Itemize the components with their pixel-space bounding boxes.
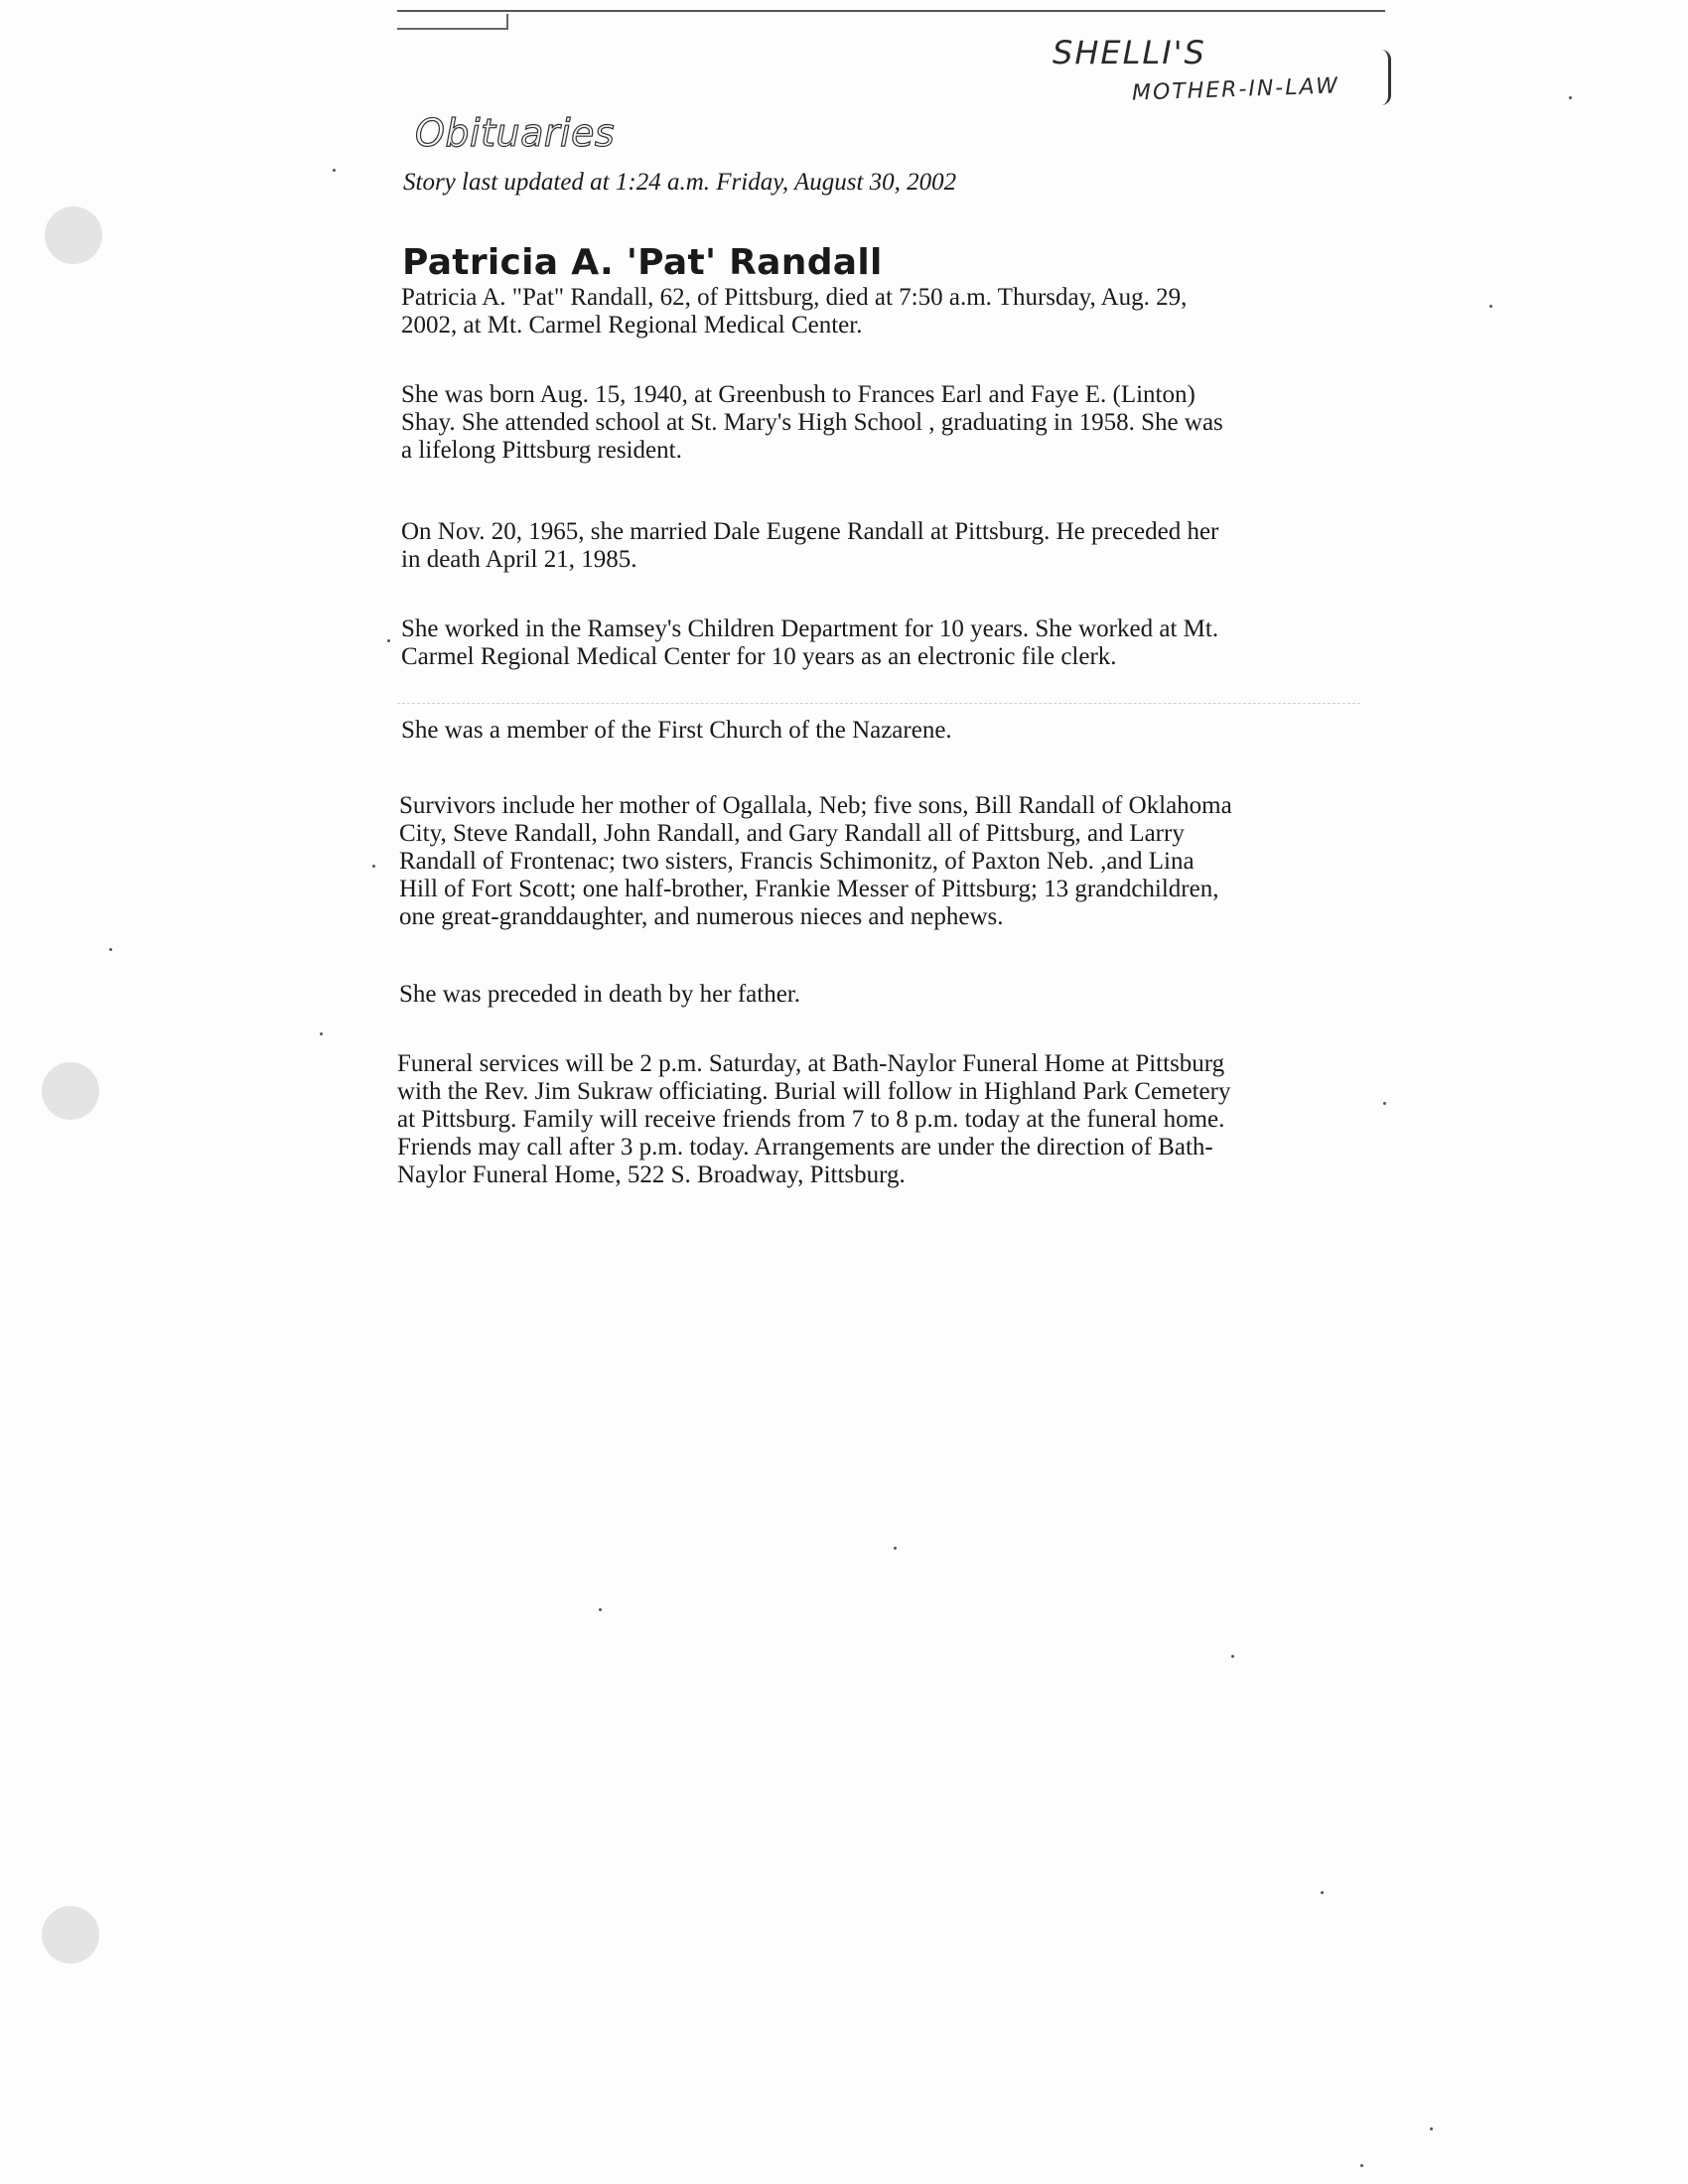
- scan-speck: [320, 1032, 323, 1035]
- obituary-headline: Patricia A. 'Pat' Randall: [402, 242, 883, 283]
- last-updated-line: Story last updated at 1:24 a.m. Friday, August 30, 2002: [403, 169, 957, 196]
- scan-speck: [109, 948, 112, 951]
- handwritten-note-line1: SHELLI'S: [1053, 34, 1206, 71]
- paragraph-funeral: Funeral services will be 2 p.m. Saturday, at Bath-Naylor Funeral Home at Pittsburg with the Rev. Jim Sukraw officiating. Burial will follow in Highland Park Cemetery at Pittsburg. Family will receive friends from 7 to 8 p.m. today at the funeral home. Friends may call after 3 p.m. today. Arrangements are under the direction of Bath- Naylor Funeral Home, 522 S. Broadway, Pittsburg.: [397, 1050, 1231, 1188]
- scan-speck: [387, 639, 390, 642]
- paragraph-employment: She worked in the Ramsey's Children Department for 10 years. She worked at Mt. Carmel Regional Medical Center for 10 years as an electronic file clerk.: [401, 615, 1219, 670]
- scan-speck: [1383, 1102, 1386, 1105]
- scan-speck: [599, 1608, 602, 1611]
- scan-speck: [1360, 2164, 1363, 2167]
- top-rule: [397, 10, 1385, 12]
- paragraph-preceded: She was preceded in death by her father.: [399, 981, 801, 1008]
- scan-fold-line: [397, 703, 1360, 704]
- scan-speck: [333, 169, 336, 172]
- top-corner-mark: [397, 14, 508, 30]
- scan-speck: [1569, 96, 1572, 99]
- handwritten-note-line2: MOTHER-IN-LAW: [1131, 73, 1340, 106]
- handwritten-bracket: [1378, 50, 1391, 105]
- punch-hole: [42, 1906, 99, 1964]
- paragraph-survivors: Survivors include her mother of Ogallala, Neb; five sons, Bill Randall of Oklahoma City, Steve Randall, John Randall, and Gary Randall all of Pittsburg, and Larry Randall of Frontenac; two sisters, Francis Schimonitz, of Paxton Neb. ,and Lina Hill of Fort Scott; one half-brother, Frankie Messer of Pittsburg; 13 grandchildren, one great-granddaughter, and numerous nieces and nephews.: [399, 792, 1232, 930]
- punch-hole: [45, 206, 102, 264]
- scan-speck: [1430, 2127, 1433, 2130]
- scan-speck: [1231, 1655, 1234, 1658]
- section-title: Obituaries: [415, 111, 616, 155]
- paragraph-birth: She was born Aug. 15, 1940, at Greenbush to Frances Earl and Faye E. (Linton) Shay. She attended school at St. Mary's High School , graduating in 1958. She was a lifelong Pittsburg resident.: [401, 381, 1223, 464]
- scan-speck: [1489, 305, 1492, 308]
- paragraph-marriage: On Nov. 20, 1965, she married Dale Eugene Randall at Pittsburg. He preceded her in death April 21, 1985.: [401, 518, 1219, 573]
- paragraph-church: She was a member of the First Church of the Nazarene.: [401, 717, 952, 744]
- punch-hole: [42, 1062, 99, 1120]
- paragraph-death-notice: Patricia A. "Pat" Randall, 62, of Pittsburg, died at 7:50 a.m. Thursday, Aug. 29, 2002, at Mt. Carmel Regional Medical Center.: [401, 284, 1188, 339]
- scan-speck: [372, 865, 375, 868]
- scan-speck: [1321, 1891, 1324, 1894]
- scan-speck: [894, 1547, 897, 1550]
